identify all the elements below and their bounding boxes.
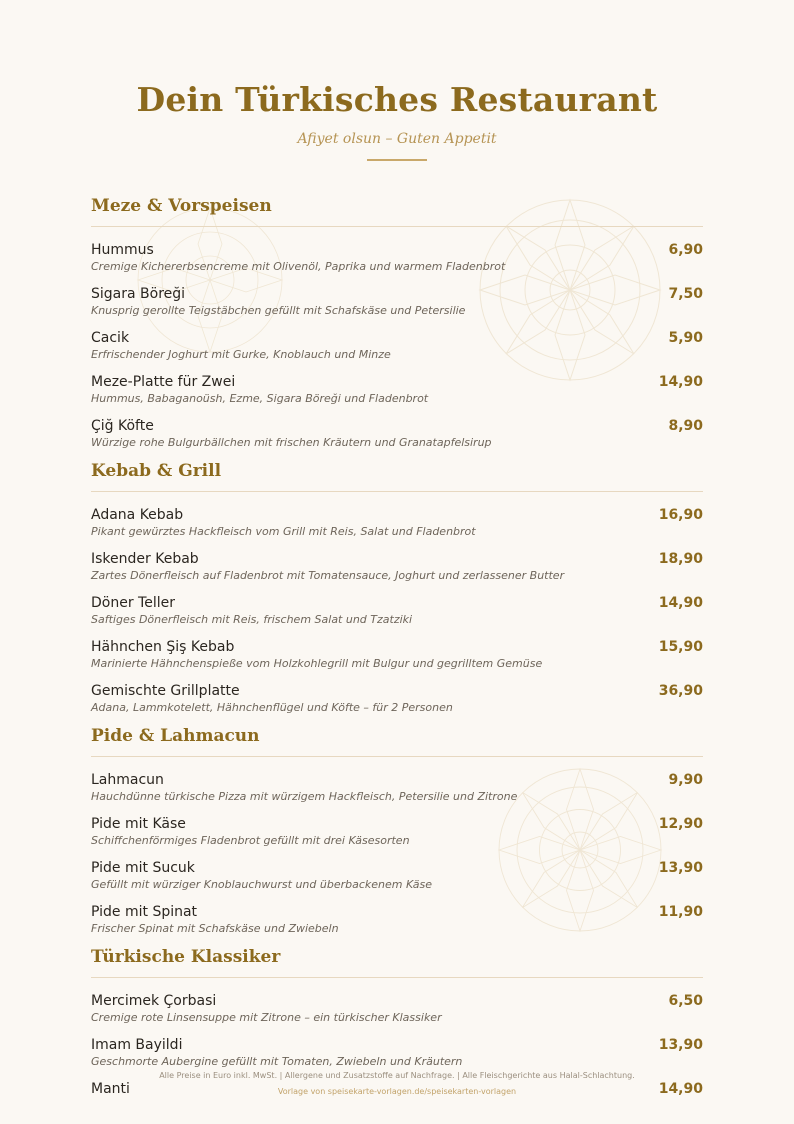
item-description: Geschmorte Aubergine gefüllt mit Tomaten, Zwiebeln und Kräutern bbox=[91, 1055, 463, 1068]
item-name: Adana Kebab bbox=[91, 507, 184, 523]
section-kebab bbox=[91, 461, 703, 714]
footer-note: Alle Preise in Euro inkl. MwSt. | Allergene und Zusatzstoffe auf Nachfrage. | Alle Fleischgerichte aus Halal-Schlachtung. bbox=[159, 1071, 635, 1080]
item-name: Pide mit Spinat bbox=[91, 904, 198, 920]
item-description: Saftiges Dönerfleisch mit Reis, frischem Salat und Tzatziki bbox=[91, 613, 413, 626]
menu-item bbox=[91, 815, 703, 847]
item-description: Marinierte Hähnchenspieße vom Holzkohlegrill mit Bulgur und gegrilltem Gemüse bbox=[91, 657, 543, 670]
item-name: Çiğ Köfte bbox=[91, 418, 154, 434]
menu-item bbox=[91, 506, 703, 538]
menu-header bbox=[0, 0, 794, 161]
item-name: Manti bbox=[91, 1081, 130, 1097]
menu-body bbox=[91, 196, 703, 1124]
item-description: Cremige rote Linsensuppe mit Zitrone – ein türkischer Klassiker bbox=[91, 1011, 442, 1024]
item-name: Imam Bayildi bbox=[91, 1037, 183, 1053]
menu-item bbox=[91, 859, 703, 891]
menu-item bbox=[91, 329, 703, 361]
item-price: 13,90 bbox=[658, 1037, 703, 1053]
section-pide bbox=[91, 726, 703, 935]
item-name: Gemischte Grillplatte bbox=[91, 683, 240, 699]
item-price: 14,90 bbox=[658, 1081, 703, 1097]
item-price: 14,90 bbox=[658, 374, 703, 390]
item-price: 9,90 bbox=[668, 772, 703, 788]
item-description: Frischer Spinat mit Schafskäse und Zwiebeln bbox=[91, 922, 339, 935]
item-name: Döner Teller bbox=[91, 595, 175, 611]
item-description: Erfrischender Joghurt mit Gurke, Knoblauch und Minze bbox=[91, 348, 391, 361]
item-price: 5,90 bbox=[668, 330, 703, 346]
menu-item bbox=[91, 638, 703, 670]
item-price: 16,90 bbox=[658, 507, 703, 523]
item-price: 6,90 bbox=[668, 242, 703, 258]
item-price: 12,90 bbox=[658, 816, 703, 832]
menu-item bbox=[91, 771, 703, 803]
item-description: Zartes Dönerfleisch auf Fladenbrot mit Tomatensauce, Joghurt und zerlassener Butter bbox=[91, 569, 565, 582]
item-description: Schiffchenförmiges Fladenbrot gefüllt mit drei Käsesorten bbox=[91, 834, 410, 847]
restaurant-title: Dein Türkisches Restaurant bbox=[136, 80, 658, 119]
item-name: Cacik bbox=[91, 330, 130, 346]
item-description: Hauchdünne türkische Pizza mit würzigem Hackfleisch, Petersilie und Zitrone bbox=[91, 790, 518, 803]
section-title: Kebab & Grill bbox=[91, 461, 703, 492]
item-name: Meze-Platte für Zwei bbox=[91, 374, 236, 390]
item-price: 8,90 bbox=[668, 418, 703, 434]
item-name: Hähnchen Şiş Kebab bbox=[91, 639, 235, 655]
item-description: Hummus, Babaganoüsh, Ezme, Sigara Böreği und Fladenbrot bbox=[91, 392, 429, 405]
section-meze bbox=[91, 196, 703, 449]
item-price: 11,90 bbox=[658, 904, 703, 920]
item-price: 7,50 bbox=[668, 286, 703, 302]
item-name: Pide mit Käse bbox=[91, 816, 186, 832]
item-description: Pikant gewürztes Hackfleisch vom Grill mit Reis, Salat und Fladenbrot bbox=[91, 525, 476, 538]
menu-item bbox=[91, 241, 703, 273]
menu-footer bbox=[0, 1068, 794, 1100]
menu-item bbox=[91, 285, 703, 317]
section-title: Pide & Lahmacun bbox=[91, 726, 703, 757]
menu-item bbox=[91, 594, 703, 626]
header-divider bbox=[367, 159, 427, 161]
item-price: 6,50 bbox=[668, 993, 703, 1009]
item-price: 18,90 bbox=[658, 551, 703, 567]
menu-item bbox=[91, 682, 703, 714]
footer-credit: Vorlage von speisekarte-vorlagen.de/speisekarten-vorlagen bbox=[277, 1087, 517, 1096]
item-price: 14,90 bbox=[658, 595, 703, 611]
item-price: 15,90 bbox=[658, 639, 703, 655]
menu-item bbox=[91, 1036, 703, 1068]
item-description: Würzige rohe Bulgurbällchen mit frischen Kräutern und Granatapfelsirup bbox=[91, 436, 492, 449]
section-title: Meze & Vorspeisen bbox=[91, 196, 703, 227]
item-name: Sigara Böreği bbox=[91, 286, 186, 302]
menu-item bbox=[91, 373, 703, 405]
item-description: Gefüllt mit würziger Knoblauchwurst und überbackenem Käse bbox=[91, 878, 433, 891]
menu-item bbox=[91, 903, 703, 935]
item-description: Adana, Lammkotelett, Hähnchenflügel und Köfte – für 2 Personen bbox=[91, 701, 453, 714]
section-title: Türkische Klassiker bbox=[91, 947, 703, 978]
restaurant-subtitle: Afiyet olsun – Guten Appetit bbox=[297, 131, 497, 147]
item-description: Knusprig gerollte Teigstäbchen gefüllt mit Schafskäse und Petersilie bbox=[91, 304, 466, 317]
menu-item bbox=[91, 550, 703, 582]
menu-item bbox=[91, 992, 703, 1024]
item-description: Cremige Kichererbsencreme mit Olivenöl, Paprika und warmem Fladenbrot bbox=[91, 260, 506, 273]
item-name: Iskender Kebab bbox=[91, 551, 199, 567]
item-name: Mercimek Çorbasi bbox=[91, 993, 217, 1009]
item-name: Pide mit Sucuk bbox=[91, 860, 195, 876]
item-price: 36,90 bbox=[658, 683, 703, 699]
item-name: Lahmacun bbox=[91, 772, 164, 788]
menu-item bbox=[91, 417, 703, 449]
item-price: 13,90 bbox=[658, 860, 703, 876]
item-name: Hummus bbox=[91, 242, 154, 258]
